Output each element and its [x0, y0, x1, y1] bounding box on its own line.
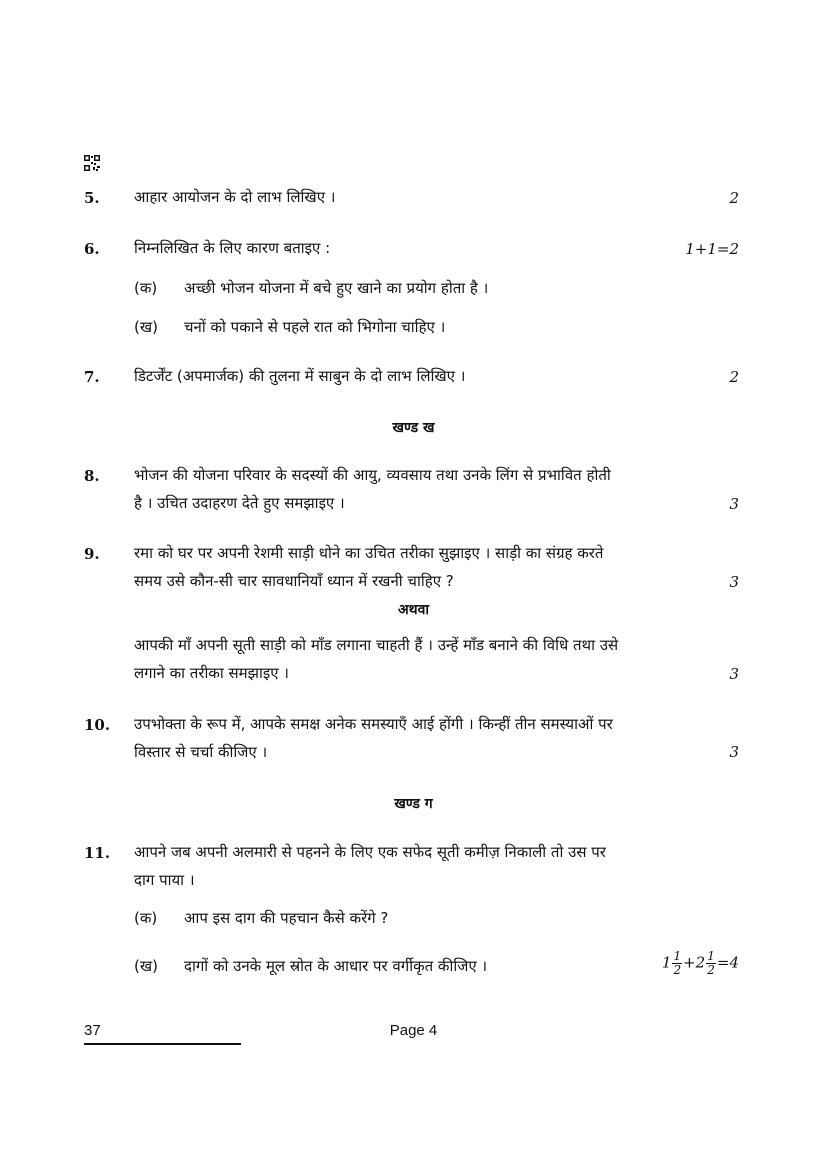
question-text: दाग पाया ।: [134, 871, 195, 889]
question-text: रमा को घर पर अपनी रेशमी साड़ी धोने का उचित तरीका सुझाइए । साड़ी का संग्रह करते: [134, 544, 604, 562]
question-text: आहार आयोजन के दो लाभ लिखिए ।: [134, 188, 336, 206]
question-marks: 3: [729, 495, 739, 513]
marks-whole: 1: [661, 953, 672, 972]
question-marks: 3: [729, 573, 739, 591]
page-number: Page 4: [389, 1022, 438, 1039]
sub-question-text: आप इस दाग की पहचान कैसे करेंगे ?: [184, 909, 389, 927]
or-label: अथवा: [397, 602, 430, 618]
marks-total: =4: [716, 953, 739, 972]
question-text: उपभोक्ता के रूप में, आपके समक्ष अनेक समस्याएँ आई होंगी । किन्हीं तीन समस्याओं पर: [134, 715, 613, 733]
fraction-numerator: 1: [707, 949, 715, 963]
question-text: भोजन की योजना परिवार के सदस्यों की आयु, व्यवसाय तथा उनके लिंग से प्रभावित होती: [134, 466, 611, 484]
question-marks: [662, 950, 739, 977]
question-number: 9.: [84, 545, 100, 563]
question-number: 10.: [84, 716, 111, 734]
section-heading: खण्ड ग: [394, 796, 433, 812]
question-marks: 3: [729, 743, 739, 761]
marks-fraction: [706, 950, 716, 977]
marks-plus: +2: [683, 953, 706, 972]
sub-question-text: चनों को पकाने से पहले रात को भिगोना चाहिए ।: [184, 318, 446, 336]
question-number: 5.: [84, 189, 100, 207]
question-marks: 2: [729, 368, 739, 386]
question-number: 6.: [84, 240, 100, 258]
sub-question-label: (क): [134, 279, 158, 297]
marks-fraction: [672, 950, 682, 977]
fraction-numerator: 1: [673, 949, 682, 963]
question-text: विस्तार से चर्चा कीजिए ।: [134, 743, 268, 761]
section-heading: खण्ड ख: [392, 420, 435, 436]
sub-question-label: (क): [134, 909, 158, 927]
question-text: आपने जब अपनी अलमारी से पहनने के लिए एक सफेद सूती कमीज़ निकाली तो उस पर: [134, 843, 606, 861]
question-text: है । उचित उदाहरण देते हुए समझाइए ।: [134, 494, 345, 512]
question-number: 11.: [84, 844, 111, 862]
fraction-denominator: 2: [707, 963, 715, 977]
question-text: लगाने का तरीका समझाइए ।: [134, 664, 289, 682]
question-number: 8.: [84, 467, 100, 485]
question-marks: 3: [729, 665, 739, 683]
question-marks: 2: [729, 189, 739, 207]
question-marks: 1+1=2: [685, 240, 739, 258]
question-text: डिटर्जेंट (अपमार्जक) की तुलना में साबुन के दो लाभ लिखिए ।: [134, 367, 466, 385]
sub-question-text: अच्छी भोजन योजना में बचे हुए खाने का प्रयोग होता है ।: [184, 279, 489, 297]
question-text: आपकी माँ अपनी सूती साड़ी को माँड लगाना चाहती हैं । उन्हें माँड बनाने की विधि तथा उसे: [134, 636, 619, 654]
footer-divider: [84, 1043, 241, 1045]
sub-question-text: दागों को उनके मूल स्रोत के आधार पर वर्गीकृत कीजिए ।: [184, 957, 488, 975]
paper-code: 37: [84, 1022, 101, 1039]
fraction-denominator: 2: [673, 963, 682, 977]
question-text: समय उसे कौन-सी चार सावधानियाँ ध्यान में रखनी चाहिए ?: [134, 572, 454, 590]
sub-question-label: (ख): [134, 318, 158, 336]
question-text: निम्नलिखित के लिए कारण बताइए :: [134, 239, 331, 257]
qr-code-icon: [84, 155, 100, 171]
sub-question-label: (ख): [134, 957, 158, 975]
question-number: 7.: [84, 368, 100, 386]
